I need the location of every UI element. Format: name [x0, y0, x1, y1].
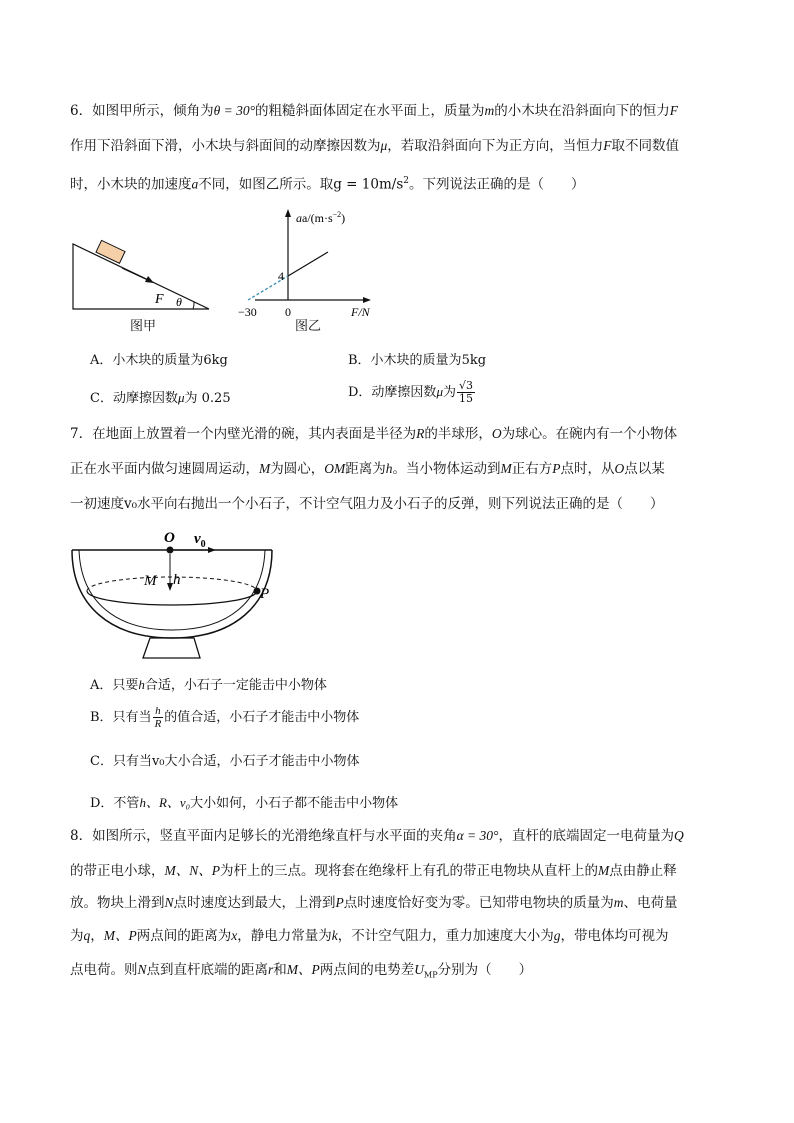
q6-option-d: D．动摩擦因数μ为 $\frac{√3}{15}$: [348, 379, 473, 405]
point-o: [167, 547, 174, 554]
figure-bowl: [66, 526, 286, 666]
option-b-fraction: $\frac{h}{R}$: [154, 705, 162, 730]
angle-label: θ: [176, 295, 182, 309]
q6-line-3: 时，小木块的加速度a不同，如图乙所示。取$g = 10m/s^2$。下列说法正确的是（ ）: [70, 176, 585, 193]
label-o: O: [164, 530, 175, 546]
angle-arc: [193, 302, 194, 309]
label-p: P: [260, 586, 270, 602]
y-axis-arrowhead: [285, 209, 291, 217]
x-tick-zero-label: 0: [285, 305, 291, 319]
q7-line-1: 7．在地面上放置着一个内壁光滑的碗，其内表面是半径为R的半球形，O为球心。在碗内有一个小物体: [70, 426, 678, 442]
q6-option-c: C．动摩擦因数μ为 0.25: [90, 390, 231, 406]
figure-yi-chart: [240, 206, 390, 318]
bowl-inner: [79, 550, 265, 630]
v0-arrowhead: [208, 547, 216, 553]
option-d-fraction: $\frac{√3}{15}$: [458, 379, 473, 405]
q8-line-2: 的带正电小球，M、N、P为杆上的三点。现将套在绝缘杆上有孔的带正电物块从直杆上的M点由静止释: [70, 863, 677, 879]
force-arrow: [122, 268, 150, 281]
x-axis-label: F/N: [351, 305, 370, 319]
bowl-outer: [72, 550, 272, 638]
label-m: M: [144, 573, 157, 589]
wooden-block: [96, 240, 125, 263]
solid-line: [288, 252, 328, 276]
label-v0: $v_0$: [194, 531, 206, 550]
q8-line-5: 点电荷。则N点到直杆底端的距离r和M、P两点间的电势差$U_{MP}$分别为（ ）: [70, 962, 533, 980]
x-tick-neg-label: −30: [238, 305, 257, 319]
q8-line-4: 为q，M、P两点间的距离为x，静电力常量为k，不计空气阻力，重力加速度大小为g，带电体均可视为: [70, 928, 669, 944]
bowl-stand: [143, 638, 200, 658]
circle-front: [87, 591, 257, 605]
q7-line-2: 正在水平面内做匀速圆周运动，M为圆心，OM距离为h。当小物体运动到M正右方P点时，从O点以某: [70, 461, 665, 477]
figure-yi-caption: 图乙: [295, 319, 322, 334]
force-label: F: [155, 292, 164, 307]
label-h: h: [173, 572, 181, 588]
y-axis-label: $aa/(m\cdot s^{-2})$: [296, 210, 346, 225]
q6-option-b: B．小木块的质量为5kg: [348, 353, 487, 368]
figure-jia-caption: 图甲: [130, 319, 157, 334]
q8-line-3: 放。物块上滑到N点时速度达到最大，上滑到P点时速度恰好变为零。已知带电物块的质量为m、电荷量: [70, 895, 678, 911]
x-axis-arrowhead: [363, 297, 371, 303]
q7-option-c: C．只有当v₀大小合适，小石子才能击中小物体: [90, 754, 360, 769]
q6-option-a: A．小木块的质量为6kg: [90, 353, 228, 368]
q7-option-b: B．只有当 $\frac{h}{R}$ 的值合适，小石子才能击中小物体: [90, 705, 360, 730]
y-tick-label: 4: [278, 269, 284, 283]
force-arrowhead: [145, 276, 154, 283]
q8-line-1: 8．如图所示，竖直平面内足够长的光滑绝缘直杆与水平面的夹角α = 30°，直杆的底端固定一电荷量为Q: [70, 828, 684, 844]
q6-line-2: 作用下沿斜面下滑，小木块与斜面间的动摩擦因数为μ，若取沿斜面向下为正方向，当恒力F取不同数值: [70, 138, 680, 154]
q7-line-3: 一初速度v₀水平向右抛出一个小石子，不计空气阻力及小石子的反弹，则下列说法正确的是（ ）: [70, 496, 664, 512]
q7-option-d: D．不管h、R、v₀大小如何，小石子都不能击中小物体: [90, 795, 399, 811]
q6-line-1: 6．如图甲所示，倾角为θ = 30°的粗糙斜面体固定在水平面上，质量为m的小木块在沿斜面向下的恒力F: [70, 103, 678, 119]
q7-option-a: A．只要h合适，小石子一定能击中小物体: [90, 677, 327, 693]
